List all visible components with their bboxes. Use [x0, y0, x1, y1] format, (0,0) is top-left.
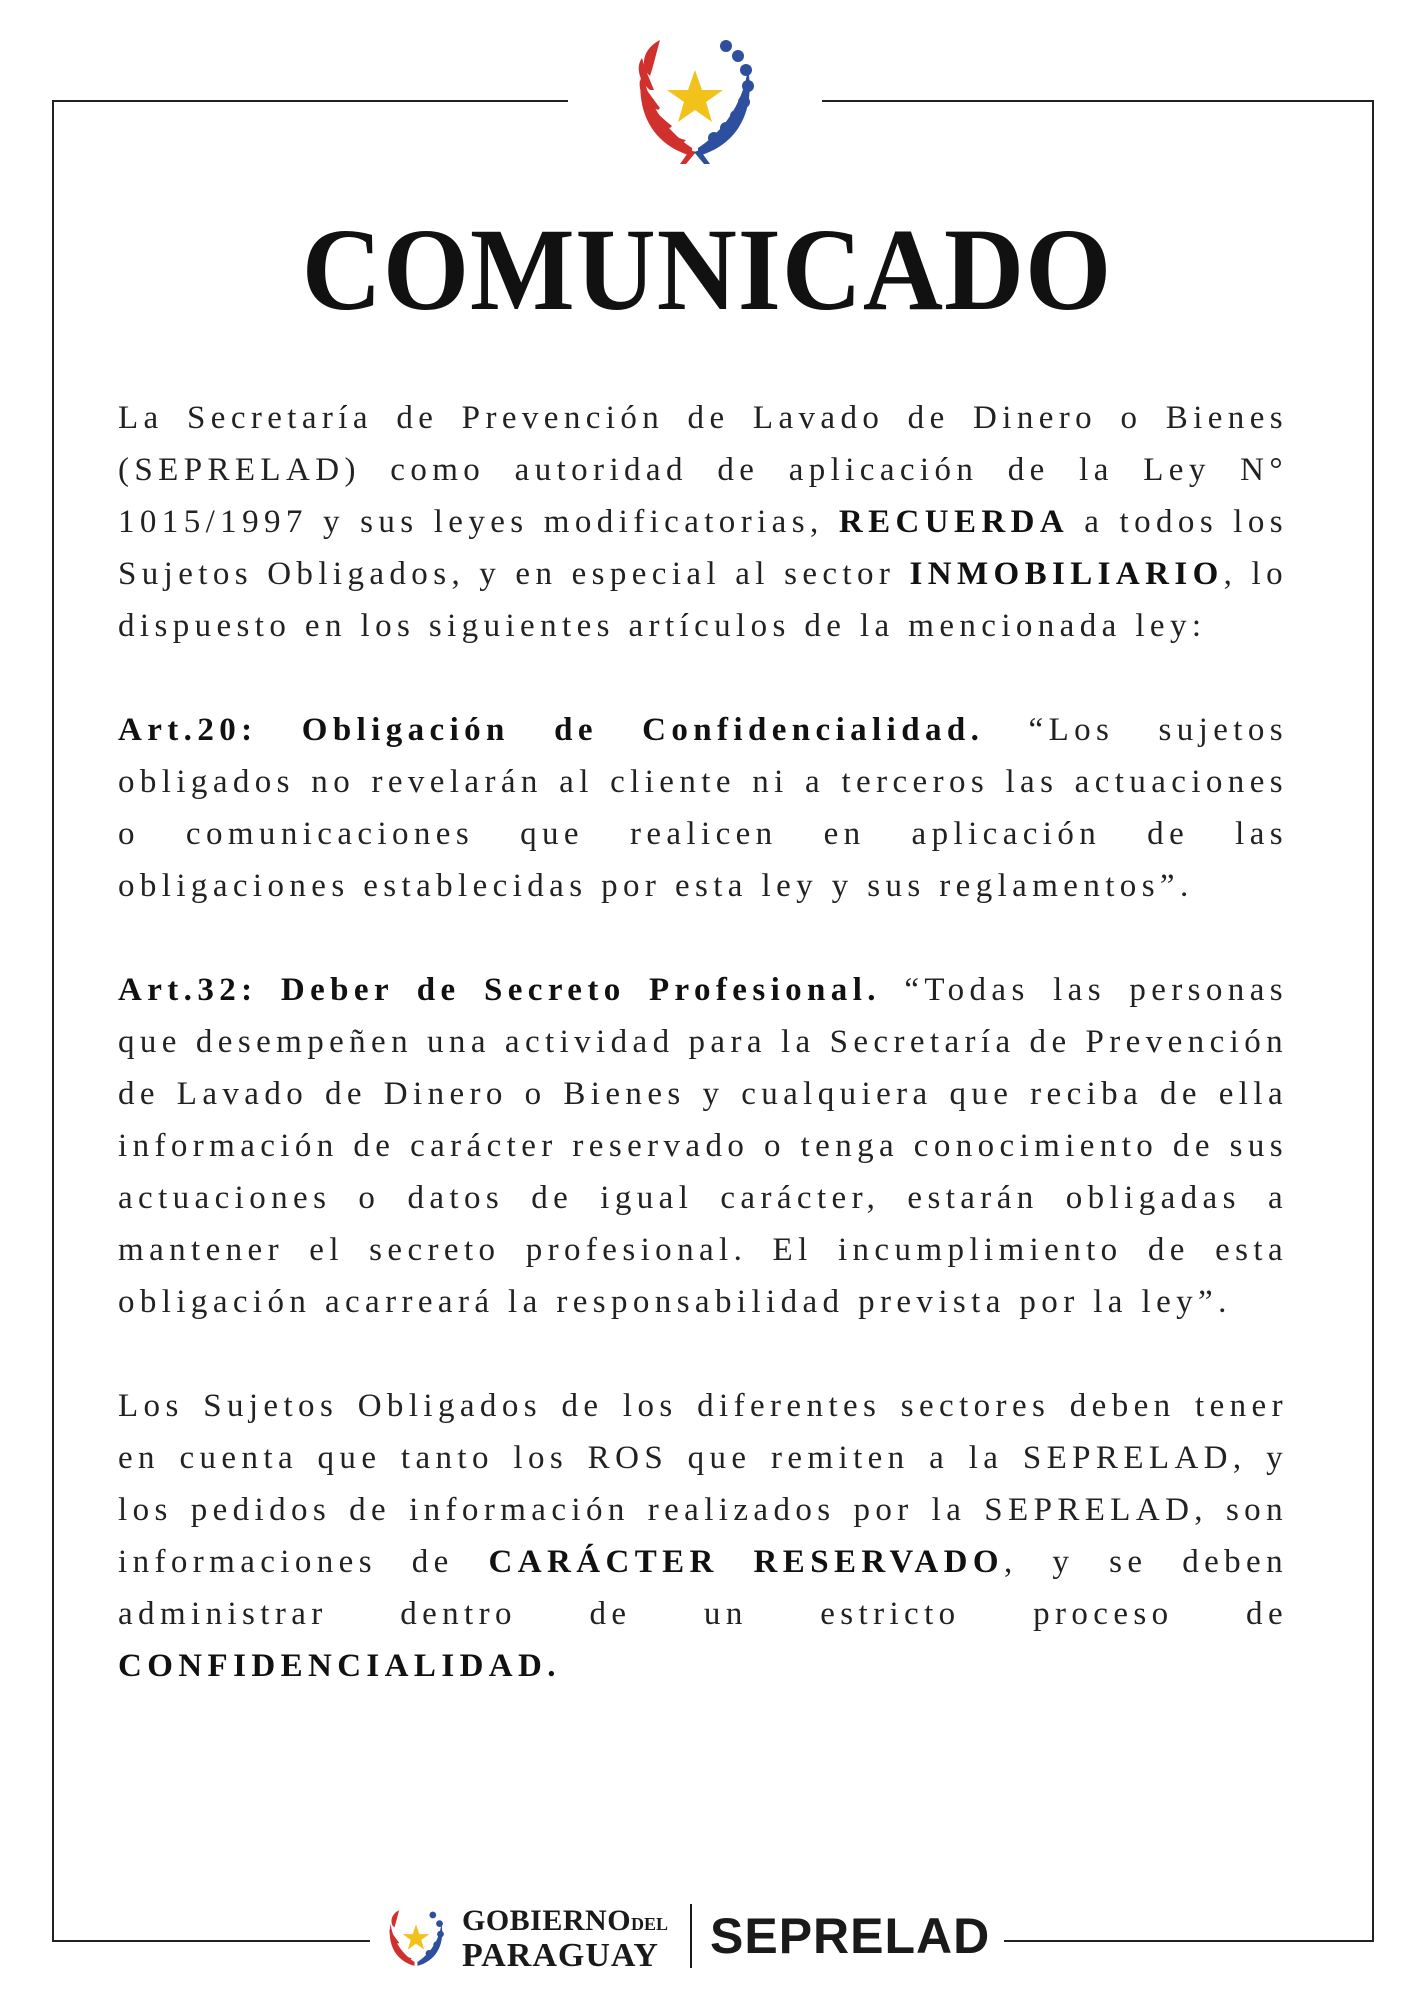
frame-top-left-line	[52, 100, 568, 102]
intro-bold-inmobiliario: INMOBILIARIO	[909, 556, 1224, 592]
document-body	[118, 392, 1288, 1744]
page-title: COMUNICADO	[301, 204, 1113, 335]
closing-paragraph	[118, 1380, 1288, 1692]
art20-paragraph	[118, 704, 1288, 912]
closing-text-2: , y se deben administrar dentro de un estricto proceso de	[118, 1544, 1288, 1632]
gov-line-gobierno: GOBIERNO	[462, 1904, 632, 1937]
frame-top-right-line	[822, 100, 1374, 102]
intro-paragraph	[118, 392, 1288, 652]
frame-left-line	[52, 100, 54, 1942]
art20-text: “Los sujetos obligados no revelarán al cliente ni a terceros las actuaciones o comunicaciones que realicen en aplicación de las obligaciones establecidas por esta ley y sus reglamentos”.	[118, 712, 1289, 904]
gov-line-paraguay: PARAGUAY	[462, 1937, 659, 1974]
art20-heading: Art.20: Obligación de Confidencialidad.	[118, 712, 985, 748]
paraguay-coat-of-arms-icon	[620, 28, 770, 168]
art32-heading: Art.32: Deber de Secreto Profesional.	[118, 972, 881, 1008]
art32-paragraph	[118, 964, 1288, 1328]
seprelad-logotype: SEPRELAD	[710, 1908, 991, 1964]
intro-bold-recuerda: RECUERDA	[838, 504, 1070, 540]
footer-divider	[690, 1904, 692, 1968]
frame-right-line	[1372, 100, 1374, 1942]
footer-logos	[380, 1900, 1020, 1972]
art32-text: “Todas las personas que desempeñen una actividad para la Secretaría de Prevención de Lavado de Dinero o Bienes y cualquiera que reciba de ella información de carácter reservado o tenga conocimiento de sus actuaciones o datos de igual carácter, estarán obligadas a mantener el secreto profesional. El incumplimiento de esta obligación acarreará la responsabilidad prevista por la ley”.	[118, 972, 1288, 1320]
closing-text-1: Los Sujetos Obligados de los diferentes sectores deben tener en cuenta que tanto los ROS que remiten a la SEPRELAD, y los pedidos de información realizados por la SEPRELAD, son informaciones de	[118, 1388, 1288, 1580]
gobierno-del-paraguay-logotype	[462, 1904, 669, 1974]
intro-text-3: , lo dispuesto en los siguientes artículos de la mencionada ley:	[118, 556, 1288, 644]
intro-text-2: a todos los Sujetos Obligados, y en especial al sector	[118, 504, 1289, 592]
intro-text-1: La Secretaría de Prevención de Lavado de Dinero o Bienes (SEPRELAD) como autoridad de aplicación de la Ley N° 1015/1997 y sus leyes modificatorias,	[118, 400, 1288, 540]
closing-bold-caracter-reservado: CARÁCTER RESERVADO	[488, 1544, 1004, 1580]
gov-line-del: DEL	[631, 1914, 669, 1934]
frame-bottom-left-line	[52, 1940, 370, 1942]
paraguay-coat-of-arms-icon	[380, 1902, 452, 1974]
closing-bold-confidencialidad: CONFIDENCIALIDAD.	[118, 1648, 561, 1684]
frame-bottom-right-line	[1004, 1940, 1374, 1942]
